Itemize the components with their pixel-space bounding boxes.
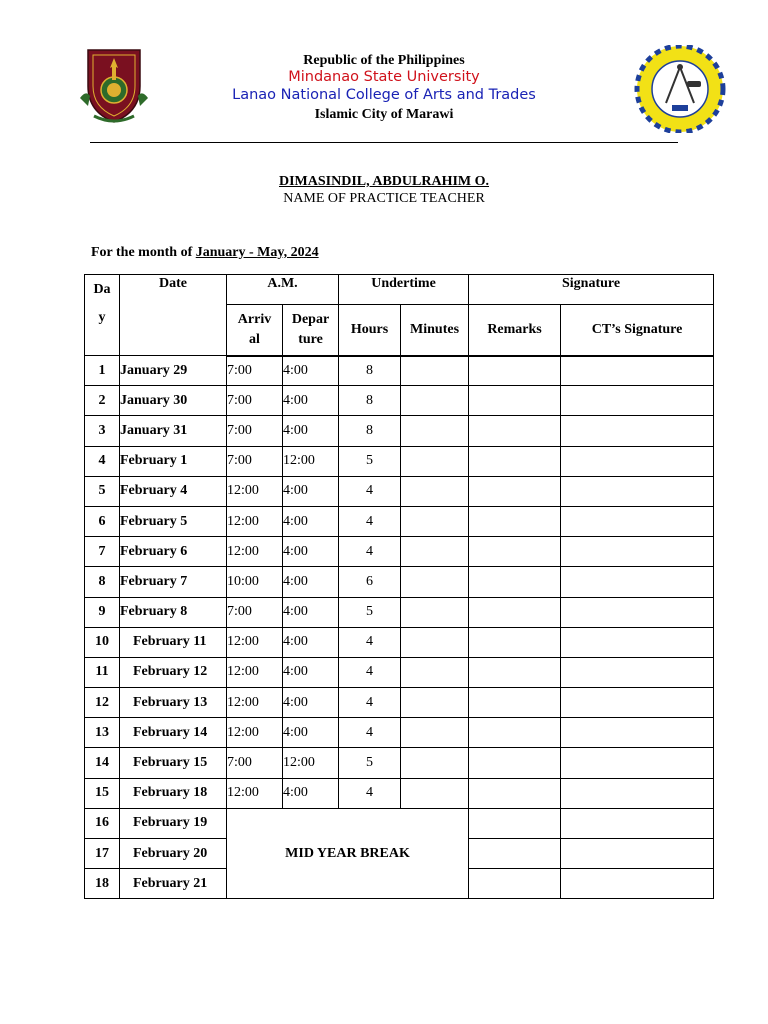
arrival-cell: 12:00	[227, 688, 283, 718]
minutes-cell	[401, 476, 469, 506]
day-cell: 2	[85, 386, 120, 416]
date-cell: February 14	[120, 718, 227, 748]
minutes-cell	[401, 506, 469, 536]
arrival-cell: 12:00	[227, 718, 283, 748]
header-university: Mindanao State University	[288, 69, 480, 85]
remarks-cell	[469, 748, 561, 778]
day-cell: 14	[85, 748, 120, 778]
day-cell: 16	[85, 808, 120, 838]
minutes-cell	[401, 627, 469, 657]
departure-cell: 12:00	[283, 748, 339, 778]
hours-cell: 5	[339, 446, 401, 476]
remarks-cell	[469, 537, 561, 567]
date-cell: February 6	[120, 537, 227, 567]
departure-cell: 4:00	[283, 476, 339, 506]
ct-signature-cell	[561, 808, 714, 838]
table-row	[85, 627, 714, 657]
table-row	[85, 567, 714, 597]
header-am: A.M.	[227, 275, 339, 305]
ct-signature-cell	[561, 537, 714, 567]
minutes-cell	[401, 597, 469, 627]
arrival-cell: 7:00	[227, 446, 283, 476]
hours-cell: 8	[339, 356, 401, 386]
table-row	[85, 778, 714, 808]
header-minutes: Minutes	[401, 305, 469, 356]
day-cell: 17	[85, 839, 120, 869]
header-arrival-line2: al	[249, 331, 260, 347]
day-cell: 11	[85, 657, 120, 687]
arrival-cell: 10:00	[227, 567, 283, 597]
ct-signature-cell	[561, 657, 714, 687]
ct-signature-cell	[561, 446, 714, 476]
hours-cell: 4	[339, 718, 401, 748]
hours-cell: 8	[339, 386, 401, 416]
date-cell: February 21	[120, 869, 227, 899]
header-departure-line1: Depar	[291, 311, 330, 327]
remarks-cell	[469, 627, 561, 657]
date-cell: January 31	[120, 416, 227, 446]
day-cell: 12	[85, 688, 120, 718]
departure-cell: 4:00	[283, 356, 339, 386]
ct-signature-cell	[561, 839, 714, 869]
table-row	[85, 416, 714, 446]
remarks-cell	[469, 718, 561, 748]
date-cell: February 7	[120, 567, 227, 597]
ct-signature-cell	[561, 386, 714, 416]
minutes-cell	[401, 386, 469, 416]
header-date: Date	[120, 275, 227, 356]
month-prefix: For the month of	[91, 245, 196, 260]
departure-cell: 4:00	[283, 386, 339, 416]
hours-cell: 6	[339, 567, 401, 597]
arrival-cell: 7:00	[227, 748, 283, 778]
header-republic: Republic of the Philippines	[303, 53, 465, 68]
date-cell: February 19	[120, 808, 227, 838]
teacher-name: DIMASINDIL, ABDULRAHIM O.	[278, 174, 490, 189]
minutes-cell	[401, 688, 469, 718]
header-city: Islamic City of Marawi	[314, 107, 454, 122]
header-college: Lanao National College of Arts and Trades	[232, 87, 536, 103]
ct-signature-cell	[561, 627, 714, 657]
hours-cell: 8	[339, 416, 401, 446]
ct-signature-cell	[561, 506, 714, 536]
arrival-cell: 7:00	[227, 597, 283, 627]
header-undertime: Undertime	[339, 275, 469, 305]
arrival-cell: 7:00	[227, 356, 283, 386]
date-cell: February 11	[120, 627, 227, 657]
day-cell: 10	[85, 627, 120, 657]
day-cell: 4	[85, 446, 120, 476]
minutes-cell	[401, 657, 469, 687]
header-day-line1: Da	[93, 282, 111, 297]
remarks-cell	[469, 476, 561, 506]
day-cell: 8	[85, 567, 120, 597]
date-cell: February 1	[120, 446, 227, 476]
table-row	[85, 476, 714, 506]
ct-signature-cell	[561, 748, 714, 778]
departure-cell: 4:00	[283, 506, 339, 536]
date-cell: February 20	[120, 839, 227, 869]
table-row	[85, 597, 714, 627]
header-ct-signature: CT’s Signature	[561, 305, 714, 356]
header-day	[85, 275, 120, 356]
day-cell: 13	[85, 718, 120, 748]
hours-cell: 4	[339, 688, 401, 718]
remarks-cell	[469, 567, 561, 597]
minutes-cell	[401, 446, 469, 476]
remarks-cell	[469, 386, 561, 416]
day-cell: 9	[85, 597, 120, 627]
mid-year-break-label: MID YEAR BREAK	[227, 808, 469, 899]
remarks-cell	[469, 356, 561, 386]
arrival-cell: 12:00	[227, 506, 283, 536]
hours-cell: 4	[339, 778, 401, 808]
remarks-cell	[469, 778, 561, 808]
departure-cell: 4:00	[283, 597, 339, 627]
day-cell: 3	[85, 416, 120, 446]
remarks-cell	[469, 688, 561, 718]
remarks-cell	[469, 416, 561, 446]
table-row	[85, 356, 714, 386]
ct-signature-cell	[561, 356, 714, 386]
arrival-cell: 12:00	[227, 778, 283, 808]
remarks-cell	[469, 446, 561, 476]
day-cell: 15	[85, 778, 120, 808]
ct-signature-cell	[561, 597, 714, 627]
remarks-cell	[469, 506, 561, 536]
arrival-cell: 7:00	[227, 386, 283, 416]
day-cell: 7	[85, 537, 120, 567]
remarks-cell	[469, 597, 561, 627]
hours-cell: 5	[339, 597, 401, 627]
hours-cell: 4	[339, 476, 401, 506]
header-arrival	[227, 305, 283, 356]
table-row	[85, 808, 714, 838]
ct-signature-cell	[561, 778, 714, 808]
date-cell: February 15	[120, 748, 227, 778]
minutes-cell	[401, 356, 469, 386]
ct-signature-cell	[561, 476, 714, 506]
header-hours: Hours	[339, 305, 401, 356]
table-row	[85, 688, 714, 718]
departure-cell: 4:00	[283, 537, 339, 567]
table-row	[85, 657, 714, 687]
day-cell: 18	[85, 869, 120, 899]
departure-cell: 4:00	[283, 718, 339, 748]
hours-cell: 5	[339, 748, 401, 778]
remarks-cell	[469, 657, 561, 687]
departure-cell: 4:00	[283, 416, 339, 446]
departure-cell: 4:00	[283, 688, 339, 718]
header-signature: Signature	[469, 275, 714, 305]
ct-signature-cell	[561, 567, 714, 597]
header-departure	[283, 305, 339, 356]
hours-cell: 4	[339, 506, 401, 536]
date-cell: February 12	[120, 657, 227, 687]
date-cell: January 29	[120, 356, 227, 386]
table-row	[85, 386, 714, 416]
hours-cell: 4	[339, 627, 401, 657]
month-line	[91, 245, 319, 261]
arrival-cell: 7:00	[227, 416, 283, 446]
ct-signature-cell	[561, 688, 714, 718]
header-departure-line2: ture	[298, 331, 323, 347]
day-cell: 6	[85, 506, 120, 536]
arrival-cell: 12:00	[227, 537, 283, 567]
table-row	[85, 718, 714, 748]
month-value: January - May, 2024	[195, 245, 319, 260]
date-cell: February 8	[120, 597, 227, 627]
date-cell: February 5	[120, 506, 227, 536]
table-row	[85, 446, 714, 476]
date-cell: February 13	[120, 688, 227, 718]
departure-cell: 4:00	[283, 778, 339, 808]
table-row	[85, 506, 714, 536]
remarks-cell	[469, 808, 561, 838]
minutes-cell	[401, 416, 469, 446]
header-remarks: Remarks	[469, 305, 561, 356]
departure-cell: 12:00	[283, 446, 339, 476]
ct-signature-cell	[561, 416, 714, 446]
departure-cell: 4:00	[283, 627, 339, 657]
table-row	[85, 748, 714, 778]
attendance-table	[84, 274, 714, 899]
ct-signature-cell	[561, 718, 714, 748]
minutes-cell	[401, 567, 469, 597]
day-cell: 1	[85, 356, 120, 386]
minutes-cell	[401, 718, 469, 748]
header-day-line2: y	[98, 310, 106, 325]
departure-cell: 4:00	[283, 657, 339, 687]
remarks-cell	[469, 869, 561, 899]
arrival-cell: 12:00	[227, 476, 283, 506]
arrival-cell: 12:00	[227, 657, 283, 687]
table-row	[85, 537, 714, 567]
arrival-cell: 12:00	[227, 627, 283, 657]
header-arrival-line1: Arriv	[237, 311, 272, 327]
minutes-cell	[401, 748, 469, 778]
date-cell: February 4	[120, 476, 227, 506]
date-cell: January 30	[120, 386, 227, 416]
hours-cell: 4	[339, 537, 401, 567]
day-cell: 5	[85, 476, 120, 506]
header-divider	[90, 142, 678, 143]
date-cell: February 18	[120, 778, 227, 808]
remarks-cell	[469, 839, 561, 869]
teacher-caption: NAME OF PRACTICE TEACHER	[283, 191, 485, 206]
departure-cell: 4:00	[283, 567, 339, 597]
ct-signature-cell	[561, 869, 714, 899]
hours-cell: 4	[339, 657, 401, 687]
minutes-cell	[401, 778, 469, 808]
minutes-cell	[401, 537, 469, 567]
